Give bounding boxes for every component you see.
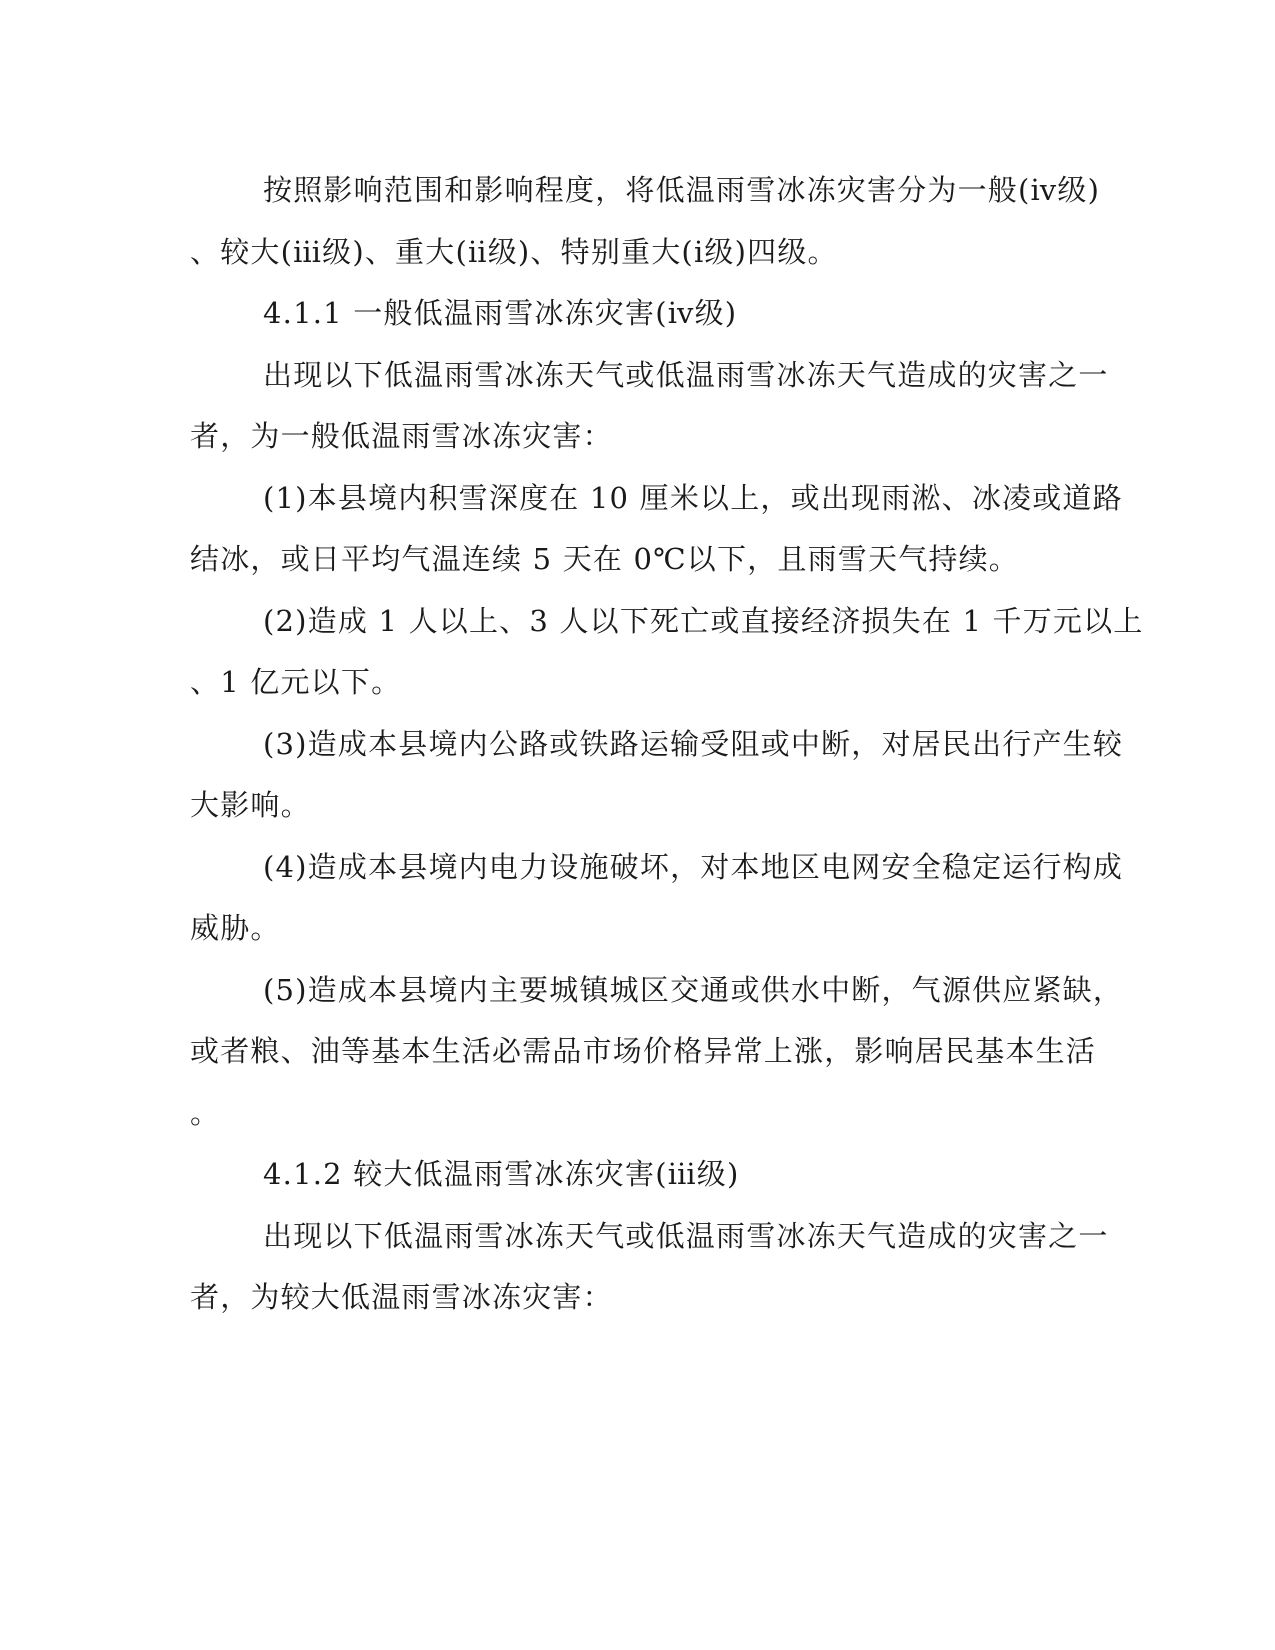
- list-item-1-line-1: (1)本县境内积雪深度在 10 厘米以上，或出现雨淞、冰凌或道路: [263, 480, 1123, 515]
- list-item-5-line-3: 。: [190, 1095, 221, 1130]
- paragraph-general-criteria-line-1: 出现以下低温雨雪冰冻天气或低温雨雪冰冻天气造成的灾害之一: [263, 357, 1109, 392]
- list-item-5-line-2: 或者粮、油等基本生活必需品市场价格异常上涨，影响居民基本生活: [190, 1034, 1097, 1068]
- list-item-1-line-2: 结冰，或日平均气温连续 5 天在 0℃以下，且雨雪天气持续。: [190, 542, 1019, 576]
- list-item-2-line-1: (2)造成 1 人以上、3 人以下死亡或直接经济损失在 1 千万元以上: [263, 603, 1144, 638]
- paragraph-major-criteria-line-2: 者，为较大低温雨雪冰冻灾害：: [190, 1280, 613, 1314]
- paragraph-classification-line-2: 、较大(ⅲ级)、重大(ⅱ级)、特别重大(ⅰ级)四级。: [190, 234, 838, 269]
- list-item-3-line-1: (3)造成本县境内公路或铁路运输受阻或中断，对居民出行产生较: [263, 726, 1124, 761]
- list-item-3-line-2: 大影响。: [190, 788, 311, 822]
- document-body: [190, 160, 1144, 1329]
- section-heading-4-1-1: 4.1.1 一般低温雨雪冰冻灾害(ⅳ级): [263, 296, 738, 330]
- list-item-2-line-2: 、1 亿元以下。: [190, 665, 402, 699]
- list-item-4-line-2: 威胁。: [190, 911, 281, 945]
- section-heading-4-1-2: 4.1.2 较大低温雨雪冰冻灾害(ⅲ级): [263, 1157, 740, 1191]
- list-item-5-line-1: (5)造成本县境内主要城镇城区交通或供水中断，气源供应紧缺，: [263, 972, 1124, 1007]
- paragraph-major-criteria-line-1: 出现以下低温雨雪冰冻天气或低温雨雪冰冻天气造成的灾害之一: [263, 1218, 1109, 1253]
- paragraph-general-criteria-line-2: 者，为一般低温雨雪冰冻灾害：: [190, 419, 613, 453]
- list-item-4-line-1: (4)造成本县境内电力设施破坏，对本地区电网安全稳定运行构成: [263, 849, 1124, 884]
- paragraph-classification-line-1: 按照影响范围和影响程度，将低温雨雪冰冻灾害分为一般(ⅳ级): [263, 173, 1101, 207]
